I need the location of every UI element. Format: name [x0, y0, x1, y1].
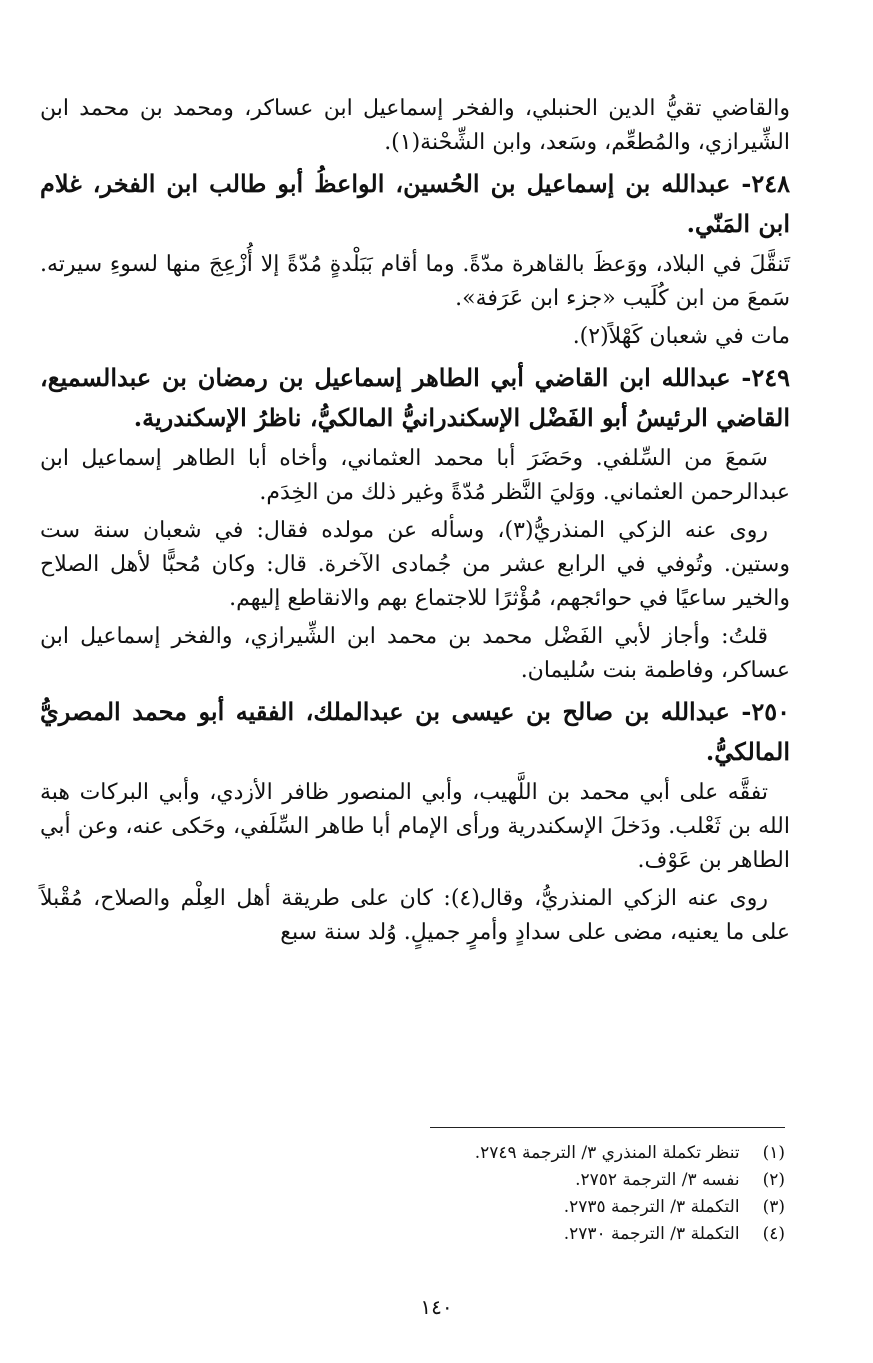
- entry-heading-249: ٢٤٩- عبدالله ابن القاضي أبي الطاهر إسماعيل بن رمضان بن عبدالسميع، القاضي الرئيسُ أبو الفَضْل الإسكندرانيُّ المالكيُّ، ناظرُ الإسكندرية.: [40, 363, 790, 432]
- paragraph-250-narration: روى عنه الزكي المنذريُّ، وقال(٤): كان على طريقة أهل العِلْم والصلاح، مُقْبلاً على ما يعنيه، مضى على سدادٍ وأمرٍ جميلٍ. وُلد سنة سبع: [40, 886, 790, 945]
- footnote-divider: [430, 1127, 785, 1128]
- footnote-4: [420, 1221, 785, 1248]
- paragraph-249-note: قلتُ: وأجاز لأبي الفَضْل محمد بن محمد ابن الشِّيرازي، والفخر إسماعيل ابن عساكر، وفاطمة بنت سُليمان.: [40, 624, 790, 683]
- entry-heading-248: ٢٤٨- عبدالله بن إسماعيل بن الحُسين، الواعظُ أبو طالب ابن الفخر، غلام ابن المَنّي.: [40, 169, 790, 238]
- footnote-3: [420, 1194, 785, 1221]
- paragraph-248-death: مات في شعبان كَهْلاً(٢).: [572, 324, 790, 349]
- paragraph-continuation: والقاضي تقيُّ الدين الحنبلي، والفخر إسماعيل ابن عساكر، ومحمد بن محمد ابن الشِّيرازي، والمُطعِّم، وسَعد، وابن الشِّحْنة(١).: [40, 96, 790, 155]
- footnote-number: (١): [762, 1143, 785, 1163]
- paragraph-250-study: تفقَّه على أبي محمد بن اللَّهيب، وأبي المنصور ظافر الأزدي، وأبي البركات هبة الله بن ثَعْلب. ودَخلَ الإسكندرية ورأى الإمام أبا طاهر السِّلَفي، وحَكى عنه، وعن أبي الطاهر بن عَوْف.: [40, 780, 790, 873]
- footnote-2: [420, 1167, 785, 1194]
- footnote-text: التكملة ٣/ الترجمة ٢٧٣٥.: [563, 1197, 740, 1217]
- footnote-text: التكملة ٣/ الترجمة ٢٧٣٠.: [563, 1224, 740, 1244]
- footnote-text: نفسه ٣/ الترجمة ٢٧٥٢.: [575, 1170, 740, 1190]
- footnote-1: [420, 1140, 785, 1167]
- paragraph-249-narration: روى عنه الزكي المنذريُّ(٣)، وسأله عن مولده فقال: في شعبان سنة ست وستين. وتُوفي في الرابع عشر من جُمادى الآخرة. قال: وكان مُحبًّا لأهل الصلاح والخير ساعيًا في حوائجهم، مُؤْثرًا للاجتماع بهم والانقاطع إليهم.: [40, 518, 790, 611]
- footnote-number: (٤): [762, 1224, 785, 1244]
- footnote-number: (٣): [762, 1197, 785, 1217]
- entry-heading-250: ٢٥٠- عبدالله بن صالح بن عيسى بن عبدالملك، الفقيه أبو محمد المصريُّ المالكيُّ.: [40, 697, 790, 766]
- paragraph-248-body: تَنقَّلَ في البلاد، ووَعظَ بالقاهرة مدّةً. وما أقام بَبَلْدةٍ مُدّةً إلا أُزْعِجَ منها لسوءِ سيرته. سَمعَ من ابن كُلَيب «جزء ابن عَرَفة».: [40, 252, 790, 311]
- paragraph-249-study: سَمعَ من السِّلفي. وحَضَرَ أبا محمد العثماني، وأخاه أبا الطاهر إسماعيل ابن عبدالرحمن العثماني. ووَليَ النَّظر مُدّةً وغير ذلك من الخِدَم.: [40, 446, 790, 505]
- footnotes: [420, 1140, 785, 1248]
- page-number: ١٤٠: [420, 1295, 453, 1319]
- main-text: [40, 92, 790, 954]
- footnote-text: تنظر تكملة المنذري ٣/ الترجمة ٢٧٤٩.: [474, 1143, 740, 1163]
- footnote-number: (٢): [762, 1170, 785, 1190]
